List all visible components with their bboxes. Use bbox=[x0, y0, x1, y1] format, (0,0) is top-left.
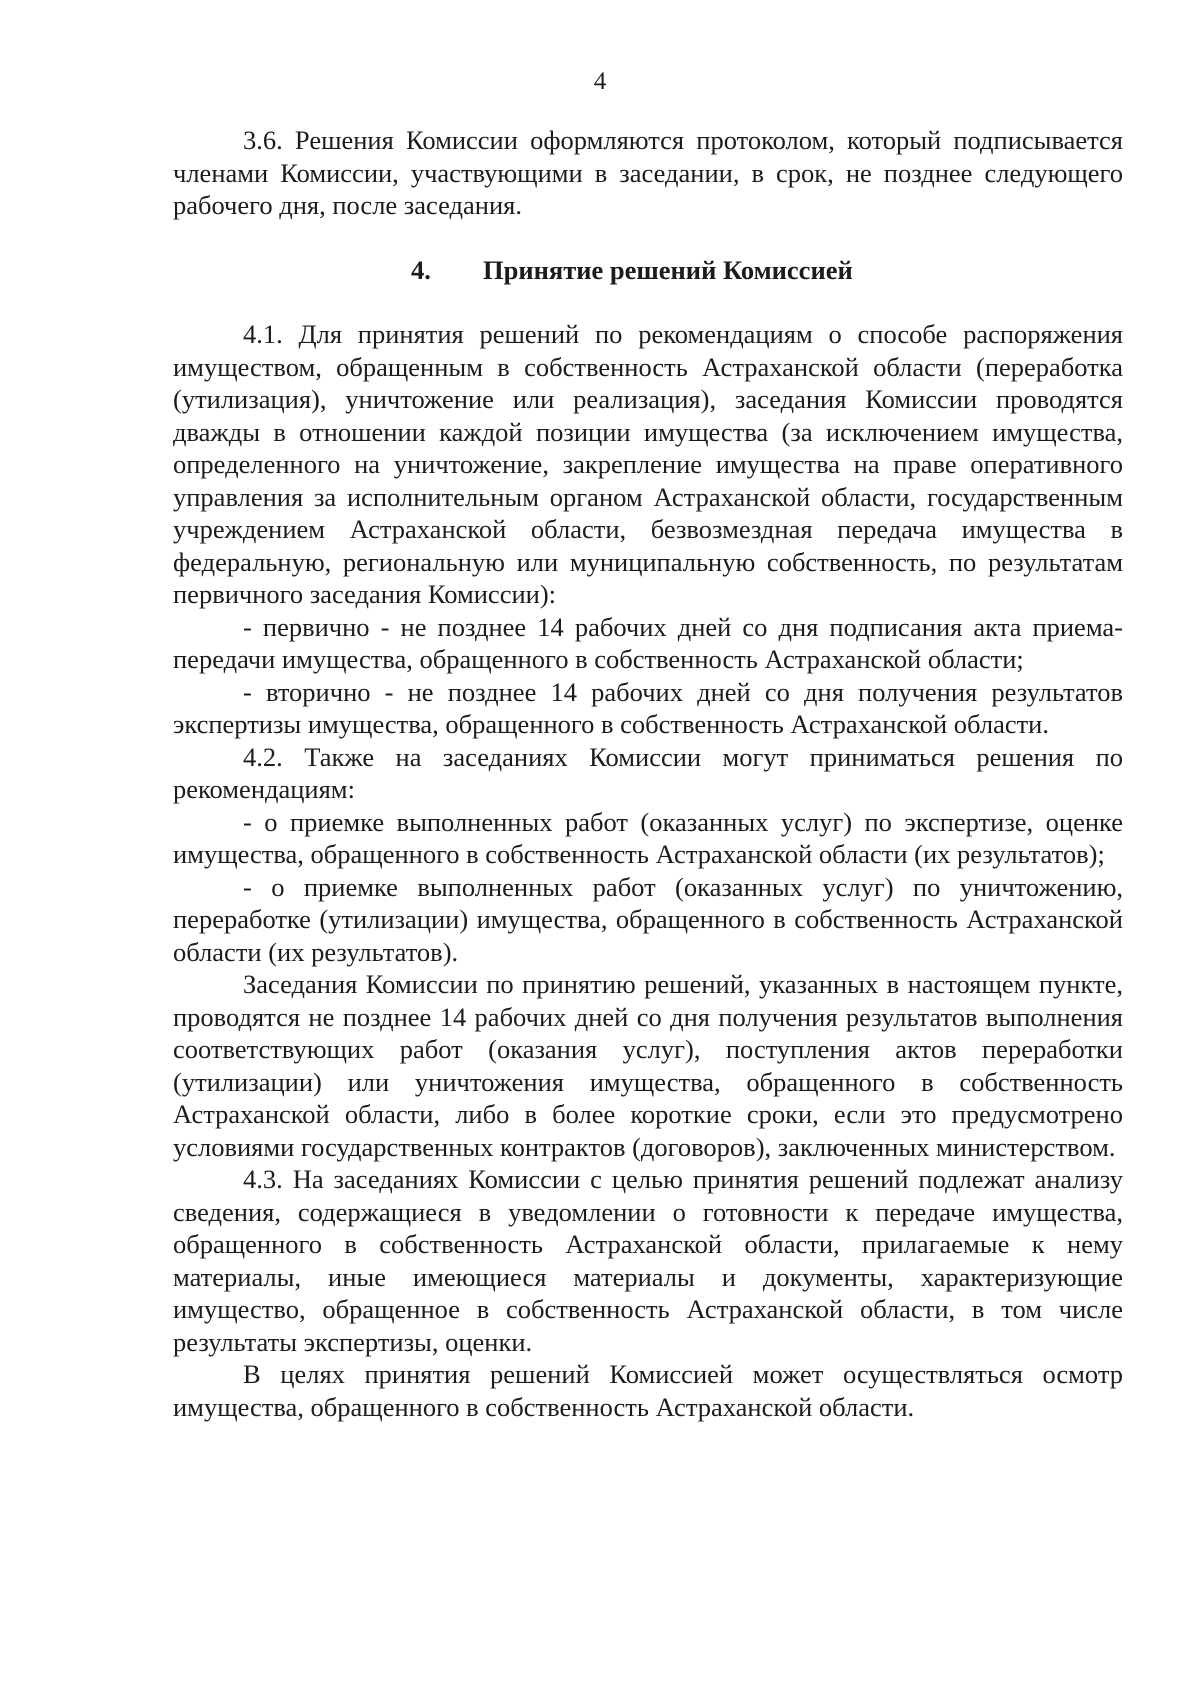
paragraph-4-3: 4.3. На заседаниях Комиссии с целью принятия решений подлежат анализу сведения, содержащиеся в уведомлении о готовности к передаче имущества, обращенного в собственность Астраханской области, прилагаемые к нему материалы, иные имеющиеся материалы и документы, характеризующие имущество, обращенное в собственность Астраханской области, в том числе результаты экспертизы, оценки. bbox=[173, 1164, 1123, 1357]
section-title: Принятие решений Комиссией bbox=[483, 254, 853, 285]
section-heading bbox=[173, 254, 1123, 287]
paragraph-inspection: В целях принятия решений Комиссией может осуществляться осмотр имущества, обращенного в собственность Астраханской области. bbox=[173, 1359, 1123, 1422]
list-item-primary: - первично - не позднее 14 рабочих дней со дня подписания акта приема-передачи имущества, обращенного в собственность Астраханской области; bbox=[173, 611, 1123, 674]
document-body bbox=[173, 124, 1123, 1423]
paragraph-3-6: 3.6. Решения Комиссии оформляются протоколом, который подписывается членами Комиссии, участвующими в заседании, в срок, не позднее следующего рабочего дня, после заседания. bbox=[173, 125, 1123, 220]
list-item-destruction: - о приемке выполненных работ (оказанных услуг) по уничтожению, переработке (утилизации) имущества, обращенного в собственность Астраханской области (их результатов). bbox=[173, 871, 1123, 967]
list-item-expertise: - о приемке выполненных работ (оказанных услуг) по экспертизе, оценке имущества, обращенного в собственность Астраханской области (их результатов); bbox=[173, 806, 1123, 869]
section-number: 4. bbox=[411, 254, 431, 285]
spacer bbox=[173, 222, 1123, 254]
page-number: 4 bbox=[593, 68, 607, 95]
spacer bbox=[173, 286, 1123, 318]
paragraph-4-1: 4.1. Для принятия решений по рекомендациям о способе распоряжения имуществом, обращенным в собственность Астраханской области (переработка (утилизация), уничтожение или реализация), заседания Комиссии проводятся дважды в отношении каждой позиции имущества (за исключением имущества, определенного на уничтожение, закрепление имущества на праве оперативного управления за исполнительным органом Астраханской области, государственным учреждением Астраханской области, безвозмездная передача имущества в федеральную, региональную или муниципальную собственность, по результатам первичного заседания Комиссии): bbox=[173, 319, 1123, 609]
list-item-secondary: - вторично - не позднее 14 рабочих дней со дня получения результатов экспертизы имущества, обращенного в собственность Астраханской области. bbox=[173, 676, 1123, 739]
paragraph-4-2: 4.2. Также на заседаниях Комиссии могут приниматься решения по рекомендациям: bbox=[173, 741, 1123, 804]
paragraph-meetings: Заседания Комиссии по принятию решений, указанных в настоящем пункте, проводятся не позднее 14 рабочих дней со дня получения результатов выполнения соответствующих работ (оказания услуг), поступления актов переработки (утилизации) или уничтожения имущества, обращенного в собственность Астраханской области, либо в более короткие сроки, если это предусмотрено условиями государственных контрактов (договоров), заключенных министерством. bbox=[173, 969, 1123, 1162]
